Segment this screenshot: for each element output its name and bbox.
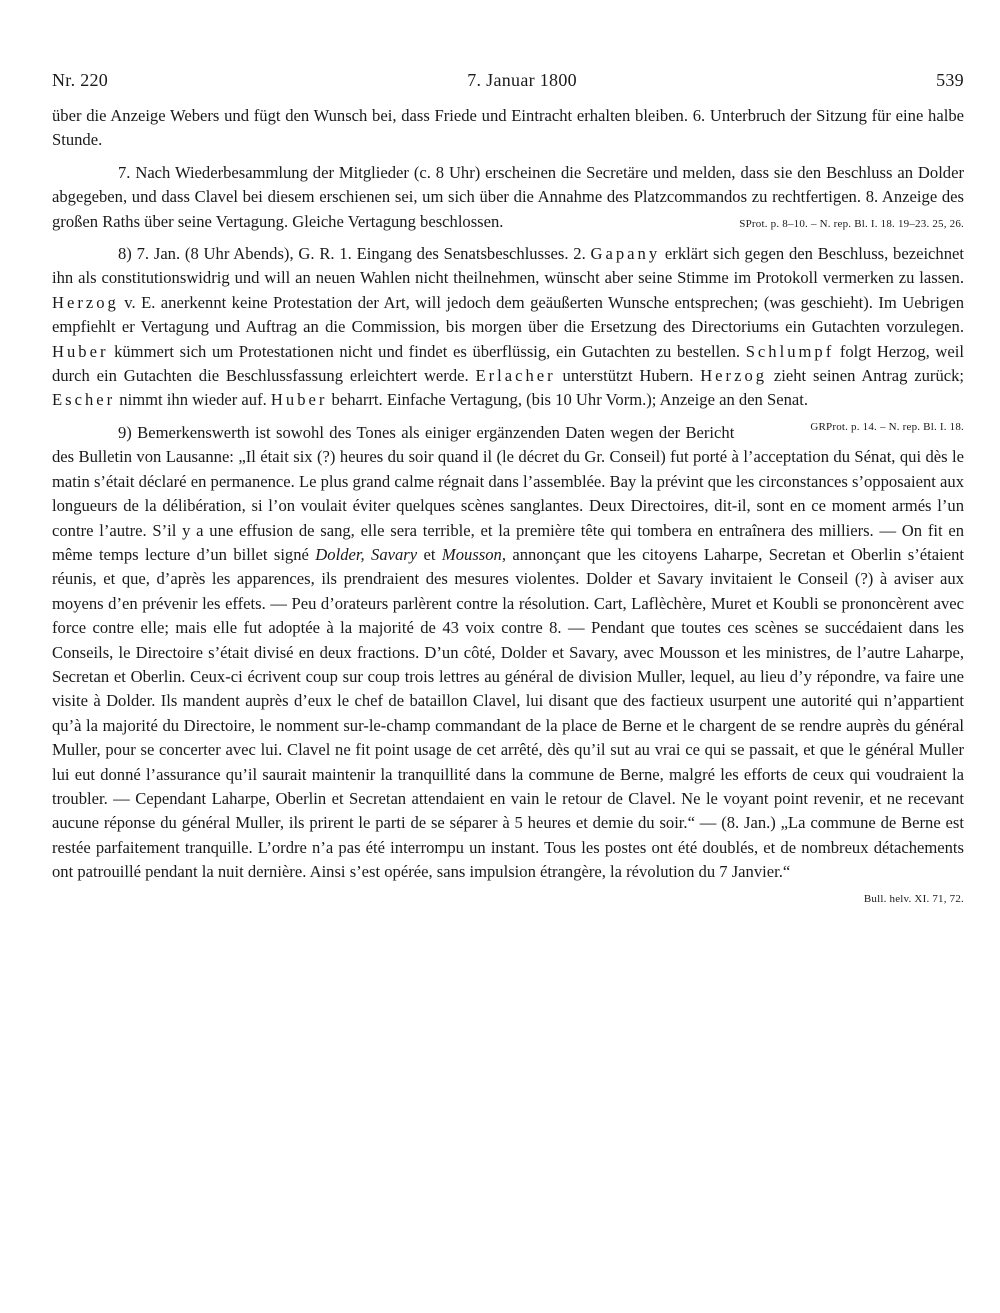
- source-reference: [788, 885, 964, 911]
- text-run: 7. Nach Wiederbesammlung der Mitglieder (c. 8 Uhr) erscheinen die Secretäre und melden, dass sie den Beschluss an Dolder abgegeben, und dass Clavel bei diesem erschienen sei, um sich über die Annahme des Platzcommandos zu rechtfertigen. 8. Anzeige des großen Raths über seine Vertagung. Gleiche Vertagung beschlossen.: [52, 162, 964, 231]
- speaker-name: Escher: [52, 390, 116, 410]
- italic-text: Mousson,: [441, 544, 506, 564]
- body-text: [52, 104, 965, 905]
- speaker-name: Gapany: [590, 244, 661, 264]
- speaker-name: Herzog: [700, 366, 768, 386]
- text-run: unterstützt Hubern.: [555, 366, 701, 386]
- speaker-name: Huber: [270, 390, 328, 410]
- italic-text: Dolder, Savary: [315, 544, 418, 564]
- source-reference-text: Bull. helv. XI. 71, 72.: [863, 892, 964, 905]
- speaker-name: Huber: [52, 341, 109, 361]
- text-run: 8) 7. Jan. (8 Uhr Abends), G. R. 1. Eingang des Senatsbeschlusses. 2.: [118, 244, 591, 264]
- paragraph-item-7: [52, 161, 964, 234]
- text-run: kümmert sich um Protestationen nicht und findet es überflüssig, ein Gutachten zu bestellen.: [108, 341, 746, 361]
- header-date: 7. Januar 1800: [467, 70, 577, 90]
- text-run: annonçant que les citoyens Laharpe, Secretan et Oberlin s’étaient réunis, et que, d’après les apparences, ils prendraient des mesures violentes. Dolder et Savary invitaient le Conseil (?) à aviser aux moyens d’en prévenir les effets. — Peu d’orateurs parlèrent contre la résolution. Cart, Laflèchère, Muret et Koubli se prononcèrent avec force contre elle; mais elle fut adoptée à la majorité de 43 voix contre 8. — Pendant que toutes ces scènes se succédaient dans les Conseils, le Directoire s’était divisé en deux fractions. D’un côté, Dolder et Savary, avec Mousson et les ministres, de l’autre Laharpe, Secretan et Oberlin. Ceux-ci écrivent coup sur coup trois lettres au général de division Muller, lequel, au lieu d’y répondre, va faire une visite à Dolder. Ils mandent auprès d’eux le chef de bataillon Clavel, lui disant que des factieux usurpent une autorité qui n’appartient qu’à la majorité du Directoire, le nomment sur-le-champ commandant de la place de Berne et le chargent de se rendre auprès du général Muller, pour se concerter avec lui. Clavel ne fit point usage de cet arrêté, dès qu’il sut au vrai ce qui se passait, et que le général Muller lui eut donné l’assurance qu’il saurait maintenir la tranquillité dans la commune de Berne, malgré les efforts de ceux qui voudraient la troubler. — Cependant Laharpe, Oberlin et Secretan attendaient en vain le retour de Clavel. Ne le voyant point revenir, et ne recevant aucune réponse du général Muller, ils prirent le parti de se séparer à 5 heures et demie du soir.“ — (8. Jan.) „La commune de Berne est restée parfaitement tranquille. L’ordre n’a pas été interrompu un instant. Tous les postes ont été doublés, et de nombreux détachements ont patrouillé pendant la nuit dernière. Ainsi s’est opérée, sans impulsion étrangère, la révolution du 7 Janvier.“: [52, 544, 964, 882]
- text-run: et: [417, 544, 442, 564]
- speaker-name: Erlacher: [475, 366, 556, 386]
- paragraph-continuation: [52, 104, 964, 153]
- text-run: 9) Bemerkenswerth ist sowohl des Tones als einiger ergänzenden Daten wegen der Bericht des Bulletin von Lausanne: „Il était six (?) heures du soir quand il (le décret du Gr. Conseil) fut porté à l’acceptation du Sénat, qui dès le matin s’était déclaré en permanence. Le plus grand calme régnait dans l’assemblée. Bay la prévint que les circonstances s’opposaient aux longueurs de la délibération, si l’on voulait éviter quelques scènes sanglantes. Deux Directoires, dit-il, sont en ce moment armés l’un contre l’autre. S’il y a une effusion de sang, elle sera terrible, et la première tête qui tombera en entraînera des milliers. — On fit en même temps lecture d’un billet signé: [52, 422, 964, 564]
- text-run: nimmt ihn wieder auf.: [115, 390, 271, 410]
- document-number: Nr. 220: [52, 70, 109, 90]
- paragraph-item-9: [52, 421, 964, 905]
- source-reference-text: GRProt. p. 14. – N. rep. Bl. I. 18.: [810, 420, 964, 433]
- paragraph-item-8: [52, 242, 965, 433]
- running-header: [52, 70, 964, 104]
- text-run: zieht seinen Antrag zurück;: [767, 366, 965, 386]
- source-reference: [663, 210, 964, 236]
- speaker-name: Herzog: [52, 292, 119, 312]
- speaker-name: Schlumpf: [745, 341, 835, 361]
- source-reference-text: SProt. p. 8–10. – N. rep. Bl. I. 18. 19–23. 25, 26.: [739, 217, 964, 230]
- text-run: über die Anzeige Webers und fügt den Wunsch bei, dass Friede und Eintracht erhalten bleiben. 6. Unterbruch der Sitzung für eine halbe Stunde.: [52, 106, 964, 150]
- text-run: beharrt. Einfache Vertagung, (bis 10 Uhr Vorm.); Anzeige an den Senat.: [327, 390, 809, 410]
- source-reference: [734, 413, 964, 439]
- text-run: erklärt sich gegen den Beschluss, bezeichnet ihn als constitutionswidrig und will an neuen Wahlen nicht theilnehmen, wünscht aber seine Stimme im Protokoll vermerken zu lassen.: [52, 244, 964, 288]
- text-run: v. E. anerkennt keine Protestation der Art, will jedoch dem geäußerten Wunsche entsprechen; (was geschieht). Im Uebrigen empfiehlt er Vertagung und Auftrag an die Commission, bis morgen über die Ersetzung des Directoriums ein Gutachten vorzulegen.: [52, 292, 964, 337]
- document-page: [52, 70, 964, 911]
- page-number: 539: [936, 70, 964, 90]
- text-run: folgt Herzog, weil durch ein Gutachten die Beschlussfassung erleichtert werde.: [52, 341, 964, 386]
